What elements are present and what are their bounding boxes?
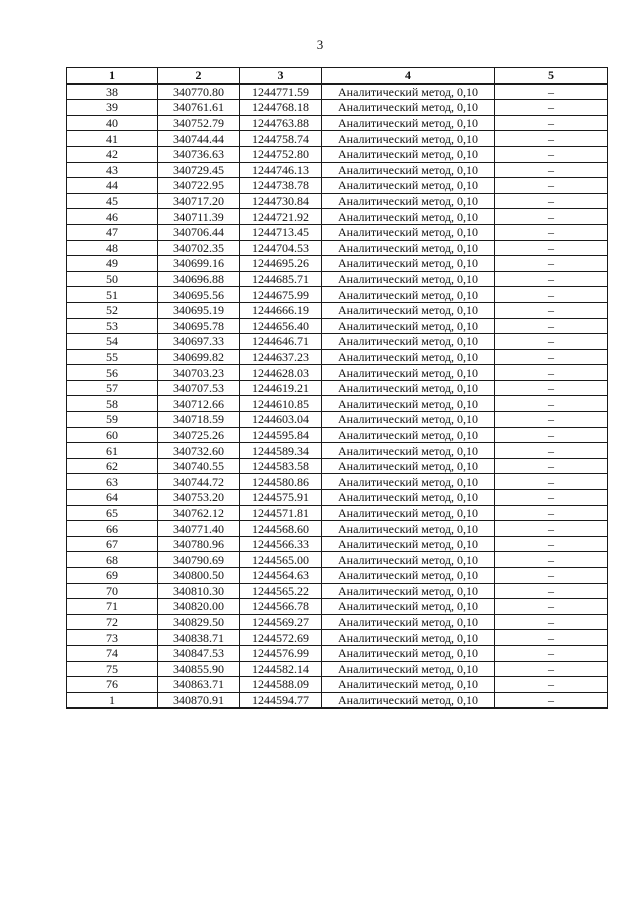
method-accuracy-cell: Аналитический метод, 0,10 (322, 677, 495, 693)
description-cell: – (495, 521, 608, 537)
x-coordinate-cell: 340695.78 (158, 318, 240, 334)
description-cell: – (495, 505, 608, 521)
point-number-cell: 50 (67, 271, 158, 287)
method-accuracy-cell: Аналитический метод, 0,10 (322, 271, 495, 287)
column-header: 1 (67, 68, 158, 84)
point-number-cell: 70 (67, 583, 158, 599)
method-accuracy-cell: Аналитический метод, 0,10 (322, 458, 495, 474)
x-coordinate-cell: 340711.39 (158, 209, 240, 225)
point-number-cell: 55 (67, 349, 158, 365)
x-coordinate-cell: 340863.71 (158, 677, 240, 693)
method-accuracy-cell: Аналитический метод, 0,10 (322, 427, 495, 443)
table-row (67, 162, 608, 178)
table-body (67, 84, 608, 709)
x-coordinate-cell: 340699.82 (158, 349, 240, 365)
column-header: 3 (240, 68, 322, 84)
method-accuracy-cell: Аналитический метод, 0,10 (322, 162, 495, 178)
x-coordinate-cell: 340761.61 (158, 100, 240, 116)
x-coordinate-cell: 340695.56 (158, 287, 240, 303)
table-row (67, 490, 608, 506)
y-coordinate-cell: 1244713.45 (240, 224, 322, 240)
point-number-cell: 38 (67, 84, 158, 100)
table-row (67, 505, 608, 521)
x-coordinate-cell: 340732.60 (158, 443, 240, 459)
point-number-cell: 61 (67, 443, 158, 459)
x-coordinate-cell: 340722.95 (158, 178, 240, 194)
y-coordinate-cell: 1244628.03 (240, 365, 322, 381)
description-cell: – (495, 302, 608, 318)
description-cell: – (495, 412, 608, 428)
point-number-cell: 65 (67, 505, 158, 521)
y-coordinate-cell: 1244704.53 (240, 240, 322, 256)
table-row (67, 396, 608, 412)
description-cell: – (495, 645, 608, 661)
y-coordinate-cell: 1244595.84 (240, 427, 322, 443)
y-coordinate-cell: 1244566.33 (240, 536, 322, 552)
y-coordinate-cell: 1244582.14 (240, 661, 322, 677)
table-row (67, 318, 608, 334)
table-row (67, 271, 608, 287)
point-number-cell: 59 (67, 412, 158, 428)
description-cell: – (495, 84, 608, 100)
point-number-cell: 62 (67, 458, 158, 474)
description-cell: – (495, 115, 608, 131)
x-coordinate-cell: 340870.91 (158, 692, 240, 708)
table-row (67, 599, 608, 615)
x-coordinate-cell: 340771.40 (158, 521, 240, 537)
point-number-cell: 66 (67, 521, 158, 537)
table-row (67, 146, 608, 162)
column-header: 4 (322, 68, 495, 84)
method-accuracy-cell: Аналитический метод, 0,10 (322, 365, 495, 381)
x-coordinate-cell: 340740.55 (158, 458, 240, 474)
y-coordinate-cell: 1244575.91 (240, 490, 322, 506)
y-coordinate-cell: 1244637.23 (240, 349, 322, 365)
column-header: 2 (158, 68, 240, 84)
table-row (67, 84, 608, 100)
y-coordinate-cell: 1244569.27 (240, 614, 322, 630)
description-cell: – (495, 334, 608, 350)
method-accuracy-cell: Аналитический метод, 0,10 (322, 599, 495, 615)
point-number-cell: 73 (67, 630, 158, 646)
description-cell: – (495, 630, 608, 646)
x-coordinate-cell: 340810.30 (158, 583, 240, 599)
method-accuracy-cell: Аналитический метод, 0,10 (322, 115, 495, 131)
table-row (67, 287, 608, 303)
description-cell: – (495, 193, 608, 209)
y-coordinate-cell: 1244580.86 (240, 474, 322, 490)
method-accuracy-cell: Аналитический метод, 0,10 (322, 552, 495, 568)
description-cell: – (495, 396, 608, 412)
coordinates-table (66, 67, 608, 709)
x-coordinate-cell: 340699.16 (158, 256, 240, 272)
point-number-cell: 46 (67, 209, 158, 225)
point-number-cell: 74 (67, 645, 158, 661)
description-cell: – (495, 661, 608, 677)
description-cell: – (495, 536, 608, 552)
y-coordinate-cell: 1244646.71 (240, 334, 322, 350)
method-accuracy-cell: Аналитический метод, 0,10 (322, 396, 495, 412)
table-row (67, 412, 608, 428)
method-accuracy-cell: Аналитический метод, 0,10 (322, 240, 495, 256)
table-row (67, 178, 608, 194)
description-cell: – (495, 365, 608, 381)
point-number-cell: 41 (67, 131, 158, 147)
description-cell: – (495, 677, 608, 693)
y-coordinate-cell: 1244572.69 (240, 630, 322, 646)
x-coordinate-cell: 340770.80 (158, 84, 240, 100)
point-number-cell: 39 (67, 100, 158, 116)
method-accuracy-cell: Аналитический метод, 0,10 (322, 568, 495, 584)
point-number-cell: 69 (67, 568, 158, 584)
description-cell: – (495, 178, 608, 194)
x-coordinate-cell: 340729.45 (158, 162, 240, 178)
description-cell: – (495, 256, 608, 272)
table-row (67, 536, 608, 552)
description-cell: – (495, 131, 608, 147)
description-cell: – (495, 146, 608, 162)
point-number-cell: 53 (67, 318, 158, 334)
method-accuracy-cell: Аналитический метод, 0,10 (322, 645, 495, 661)
y-coordinate-cell: 1244763.88 (240, 115, 322, 131)
table-row (67, 692, 608, 708)
table-row (67, 661, 608, 677)
description-cell: – (495, 271, 608, 287)
point-number-cell: 49 (67, 256, 158, 272)
point-number-cell: 63 (67, 474, 158, 490)
point-number-cell: 43 (67, 162, 158, 178)
column-header: 5 (495, 68, 608, 84)
table-row (67, 115, 608, 131)
description-cell: – (495, 583, 608, 599)
table-row (67, 224, 608, 240)
method-accuracy-cell: Аналитический метод, 0,10 (322, 84, 495, 100)
point-number-cell: 71 (67, 599, 158, 615)
table-row (67, 193, 608, 209)
point-number-cell: 51 (67, 287, 158, 303)
method-accuracy-cell: Аналитический метод, 0,10 (322, 474, 495, 490)
x-coordinate-cell: 340717.20 (158, 193, 240, 209)
x-coordinate-cell: 340706.44 (158, 224, 240, 240)
table-row (67, 240, 608, 256)
method-accuracy-cell: Аналитический метод, 0,10 (322, 661, 495, 677)
x-coordinate-cell: 340820.00 (158, 599, 240, 615)
point-number-cell: 58 (67, 396, 158, 412)
x-coordinate-cell: 340712.66 (158, 396, 240, 412)
method-accuracy-cell: Аналитический метод, 0,10 (322, 131, 495, 147)
x-coordinate-cell: 340790.69 (158, 552, 240, 568)
x-coordinate-cell: 340707.53 (158, 380, 240, 396)
method-accuracy-cell: Аналитический метод, 0,10 (322, 412, 495, 428)
y-coordinate-cell: 1244588.09 (240, 677, 322, 693)
method-accuracy-cell: Аналитический метод, 0,10 (322, 583, 495, 599)
table-row (67, 380, 608, 396)
y-coordinate-cell: 1244675.99 (240, 287, 322, 303)
point-number-cell: 1 (67, 692, 158, 708)
method-accuracy-cell: Аналитический метод, 0,10 (322, 443, 495, 459)
method-accuracy-cell: Аналитический метод, 0,10 (322, 193, 495, 209)
method-accuracy-cell: Аналитический метод, 0,10 (322, 505, 495, 521)
point-number-cell: 48 (67, 240, 158, 256)
x-coordinate-cell: 340762.12 (158, 505, 240, 521)
point-number-cell: 64 (67, 490, 158, 506)
description-cell: – (495, 318, 608, 334)
method-accuracy-cell: Аналитический метод, 0,10 (322, 349, 495, 365)
point-number-cell: 40 (67, 115, 158, 131)
point-number-cell: 45 (67, 193, 158, 209)
description-cell: – (495, 474, 608, 490)
x-coordinate-cell: 340800.50 (158, 568, 240, 584)
table-row (67, 427, 608, 443)
description-cell: – (495, 380, 608, 396)
description-cell: – (495, 490, 608, 506)
method-accuracy-cell: Аналитический метод, 0,10 (322, 692, 495, 708)
x-coordinate-cell: 340703.23 (158, 365, 240, 381)
table-row (67, 521, 608, 537)
method-accuracy-cell: Аналитический метод, 0,10 (322, 224, 495, 240)
x-coordinate-cell: 340829.50 (158, 614, 240, 630)
method-accuracy-cell: Аналитический метод, 0,10 (322, 380, 495, 396)
description-cell: – (495, 209, 608, 225)
y-coordinate-cell: 1244568.60 (240, 521, 322, 537)
table-row (67, 630, 608, 646)
method-accuracy-cell: Аналитический метод, 0,10 (322, 100, 495, 116)
point-number-cell: 56 (67, 365, 158, 381)
x-coordinate-cell: 340718.59 (158, 412, 240, 428)
y-coordinate-cell: 1244656.40 (240, 318, 322, 334)
point-number-cell: 67 (67, 536, 158, 552)
x-coordinate-cell: 340702.35 (158, 240, 240, 256)
y-coordinate-cell: 1244565.22 (240, 583, 322, 599)
method-accuracy-cell: Аналитический метод, 0,10 (322, 302, 495, 318)
table-row (67, 302, 608, 318)
method-accuracy-cell: Аналитический метод, 0,10 (322, 521, 495, 537)
y-coordinate-cell: 1244594.77 (240, 692, 322, 708)
point-number-cell: 75 (67, 661, 158, 677)
method-accuracy-cell: Аналитический метод, 0,10 (322, 178, 495, 194)
method-accuracy-cell: Аналитический метод, 0,10 (322, 334, 495, 350)
x-coordinate-cell: 340838.71 (158, 630, 240, 646)
description-cell: – (495, 162, 608, 178)
x-coordinate-cell: 340725.26 (158, 427, 240, 443)
table-row (67, 568, 608, 584)
y-coordinate-cell: 1244566.78 (240, 599, 322, 615)
table-row (67, 256, 608, 272)
x-coordinate-cell: 340744.72 (158, 474, 240, 490)
table-row (67, 474, 608, 490)
table-row (67, 614, 608, 630)
point-number-cell: 52 (67, 302, 158, 318)
x-coordinate-cell: 340780.96 (158, 536, 240, 552)
description-cell: – (495, 224, 608, 240)
table-row (67, 209, 608, 225)
table-row (67, 334, 608, 350)
method-accuracy-cell: Аналитический метод, 0,10 (322, 287, 495, 303)
y-coordinate-cell: 1244738.78 (240, 178, 322, 194)
point-number-cell: 68 (67, 552, 158, 568)
point-number-cell: 60 (67, 427, 158, 443)
y-coordinate-cell: 1244771.59 (240, 84, 322, 100)
method-accuracy-cell: Аналитический метод, 0,10 (322, 490, 495, 506)
point-number-cell: 44 (67, 178, 158, 194)
y-coordinate-cell: 1244752.80 (240, 146, 322, 162)
y-coordinate-cell: 1244583.58 (240, 458, 322, 474)
method-accuracy-cell: Аналитический метод, 0,10 (322, 318, 495, 334)
x-coordinate-cell: 340855.90 (158, 661, 240, 677)
x-coordinate-cell: 340697.33 (158, 334, 240, 350)
point-number-cell: 47 (67, 224, 158, 240)
point-number-cell: 54 (67, 334, 158, 350)
y-coordinate-cell: 1244746.13 (240, 162, 322, 178)
method-accuracy-cell: Аналитический метод, 0,10 (322, 536, 495, 552)
description-cell: – (495, 287, 608, 303)
description-cell: – (495, 458, 608, 474)
table-row (67, 443, 608, 459)
method-accuracy-cell: Аналитический метод, 0,10 (322, 630, 495, 646)
x-coordinate-cell: 340695.19 (158, 302, 240, 318)
x-coordinate-cell: 340847.53 (158, 645, 240, 661)
x-coordinate-cell: 340736.63 (158, 146, 240, 162)
y-coordinate-cell: 1244768.18 (240, 100, 322, 116)
y-coordinate-cell: 1244571.81 (240, 505, 322, 521)
point-number-cell: 76 (67, 677, 158, 693)
description-cell: – (495, 692, 608, 708)
y-coordinate-cell: 1244685.71 (240, 271, 322, 287)
description-cell: – (495, 349, 608, 365)
y-coordinate-cell: 1244619.21 (240, 380, 322, 396)
table-row (67, 583, 608, 599)
table-row (67, 458, 608, 474)
point-number-cell: 57 (67, 380, 158, 396)
y-coordinate-cell: 1244576.99 (240, 645, 322, 661)
description-cell: – (495, 427, 608, 443)
y-coordinate-cell: 1244565.00 (240, 552, 322, 568)
point-number-cell: 42 (67, 146, 158, 162)
description-cell: – (495, 100, 608, 116)
y-coordinate-cell: 1244695.26 (240, 256, 322, 272)
table-header-row (67, 68, 608, 84)
description-cell: – (495, 552, 608, 568)
y-coordinate-cell: 1244603.04 (240, 412, 322, 428)
table-row (67, 552, 608, 568)
method-accuracy-cell: Аналитический метод, 0,10 (322, 614, 495, 630)
table-row (67, 100, 608, 116)
table-row (67, 131, 608, 147)
description-cell: – (495, 443, 608, 459)
y-coordinate-cell: 1244758.74 (240, 131, 322, 147)
y-coordinate-cell: 1244730.84 (240, 193, 322, 209)
point-number-cell: 72 (67, 614, 158, 630)
x-coordinate-cell: 340744.44 (158, 131, 240, 147)
description-cell: – (495, 568, 608, 584)
method-accuracy-cell: Аналитический метод, 0,10 (322, 256, 495, 272)
x-coordinate-cell: 340696.88 (158, 271, 240, 287)
description-cell: – (495, 240, 608, 256)
y-coordinate-cell: 1244721.92 (240, 209, 322, 225)
method-accuracy-cell: Аналитический метод, 0,10 (322, 146, 495, 162)
y-coordinate-cell: 1244589.34 (240, 443, 322, 459)
y-coordinate-cell: 1244610.85 (240, 396, 322, 412)
description-cell: – (495, 614, 608, 630)
description-cell: – (495, 599, 608, 615)
page-number: 3 (316, 37, 324, 52)
x-coordinate-cell: 340752.79 (158, 115, 240, 131)
table-row (67, 365, 608, 381)
table-row (67, 677, 608, 693)
table-row (67, 645, 608, 661)
y-coordinate-cell: 1244666.19 (240, 302, 322, 318)
x-coordinate-cell: 340753.20 (158, 490, 240, 506)
table-row (67, 349, 608, 365)
y-coordinate-cell: 1244564.63 (240, 568, 322, 584)
method-accuracy-cell: Аналитический метод, 0,10 (322, 209, 495, 225)
